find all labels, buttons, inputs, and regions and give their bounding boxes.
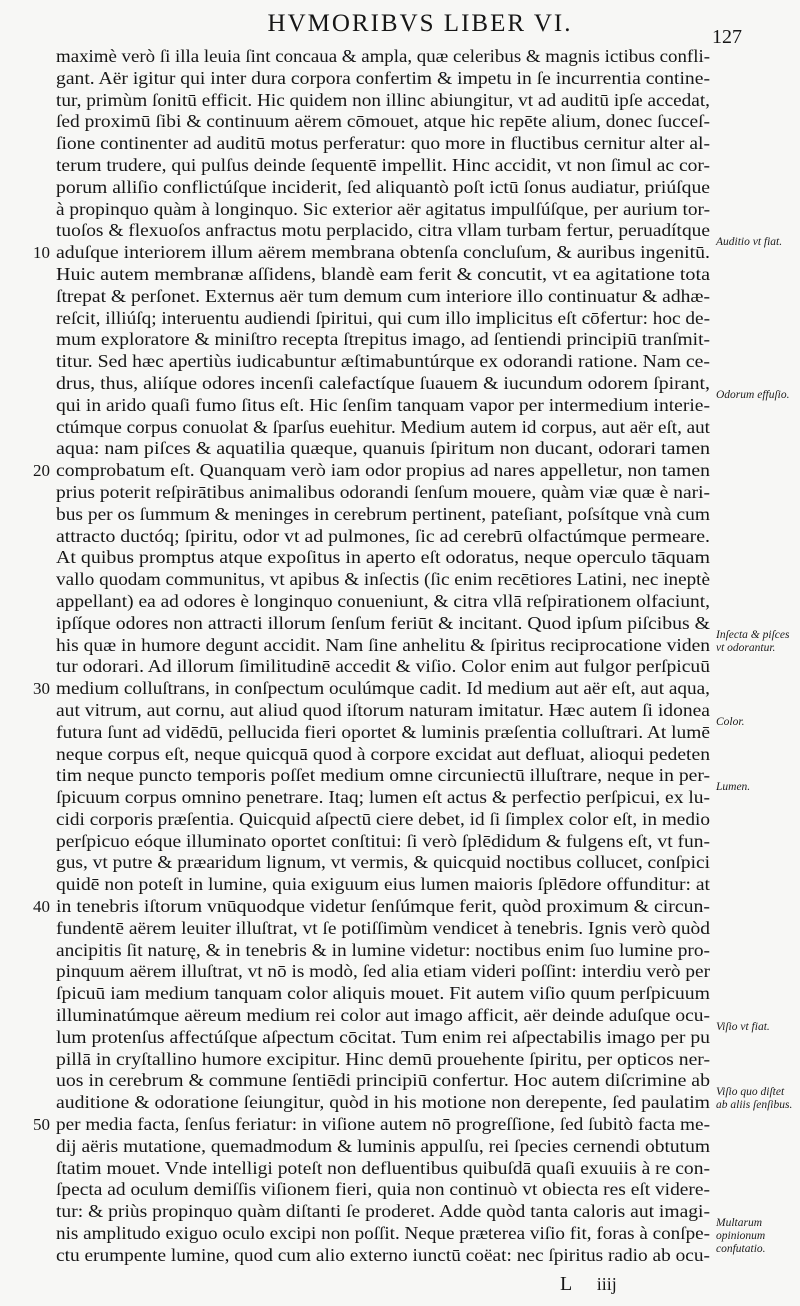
text-line — [56, 613, 710, 635]
line-text: his quæ in humore degunt accidit. Nam ſine anhelitu & ſpiritus reciprocatione viden — [56, 634, 710, 655]
line-number: 30 — [33, 679, 50, 699]
text-line — [56, 90, 710, 112]
leaf-number: iiij — [596, 1274, 617, 1294]
line-text: appellant) ea ad odores è longinquo conueniunt, & citra vllā reſpirationem olfaciunt, — [56, 590, 710, 611]
text-line — [33, 896, 710, 918]
text-line — [33, 1114, 711, 1136]
line-text: perſpicuo eóque illuminato oportet conſtitui: ſi verò ſplēdidum & fulgens eſt, vt fun- — [56, 830, 710, 851]
text-line — [56, 526, 710, 548]
line-text: ſione continenter ad auditū motus perferatur: quo more in fluctibus cernitur alter al- — [56, 133, 710, 154]
line-text: comprobatum eſt. Quanquam verò iam odor propius ad nares appelletur, non tamen — [56, 460, 711, 481]
margin-note: Viſio vt fiat. — [716, 1021, 770, 1033]
text-line — [56, 220, 710, 242]
line-number: 10 — [33, 243, 50, 263]
line-number: 50 — [33, 1115, 50, 1135]
line-text: vallo quodam communitus, vt apibus & inſectis (ſic enim recētiores Latini, nec ineptè — [56, 569, 710, 590]
line-text: dij aëris mutatione, quemadmodum & luminis appulſu, rei ſpecies cernendi obtutum — [56, 1135, 710, 1156]
text-line — [56, 1201, 710, 1223]
line-text: medium colluſtrans, in conſpectum oculúmque cadit. Id medium aut aër eſt, aut aqua, — [56, 678, 711, 699]
text-line — [33, 460, 711, 482]
line-text: pillā in cryſtallino humore excipitur. Hinc demū prouehente ſpiritu, per opticos ner- — [56, 1048, 710, 1069]
text-line — [56, 1070, 710, 1092]
line-text: tur: & priùs propinquo quàm diſtanti ſe proderet. Adde quòd tanta caloris aut imagi- — [56, 1201, 710, 1222]
line-text: drus, thus, aliíque odores incenſi calefactíque ſuauem & iucundum odorem ſpirant, — [56, 372, 710, 393]
text-line — [56, 787, 710, 809]
line-text: ſtatim mouet. Vnde intelligi poteſt non defluentibus quibuſdā quaſi exuuiis à re con- — [56, 1157, 710, 1178]
line-text: ſpecta ad oculum demiſſis viſionem fieri, quia non continuò vt obiecta res eſt videre- — [56, 1179, 710, 1200]
line-text: qui in arido quaſi fumo ſitus eſt. Hic ſenſim tanquam vapor per intermedium interie- — [56, 394, 711, 415]
text-line — [56, 635, 710, 657]
line-text: ſpicuū iam medium tanquam color aliquis mouet. Fit autem viſio quum perſpicuum — [56, 983, 710, 1004]
line-text: futura ſunt ad vidēdū, pellucida fieri oportet & luminis præſentia colluſtrari. At lumē — [56, 721, 710, 742]
margin-note: Color. — [716, 715, 745, 728]
line-text: neque corpus eſt, neque quicquā quod à corpore excidat aut defluat, alioqui pedeten — [56, 743, 711, 764]
text-line — [56, 656, 710, 678]
line-text: aut vitrum, aut cornu, aut aliud quod iſtorum naturam imitatur. Hæc autem ſi idonea — [56, 699, 710, 720]
line-text: à propinquo quàm à longinquo. Sic exterior aër agitatus impulſúſque, per aurium tor- — [56, 198, 710, 219]
line-text: tur, primùm ſonitū efficit. Hic quidem non illinc abiungitur, vt ad auditū ipſe accedat, — [56, 89, 710, 110]
text-line — [56, 983, 710, 1005]
line-text: pinquum aërem illuſtrat, vt nō is modò, ſed alia etiam videri poſſint: interdiu verò per — [56, 961, 710, 982]
line-text: per media facta, ſenſus feriatur: in viſione autem nō progreſſione, ſed ſubitò facta me- — [56, 1114, 711, 1135]
text-line — [56, 1223, 710, 1245]
line-text: mum exploratore & miniſtro recepta ſtrepitus imago, ad ſentiendi principiū tranſmit- — [56, 329, 710, 350]
line-text: cidi corporis præſentia. Quicquid aſpectū ciere debet, id ſi ſimplex color eſt, in medio — [56, 808, 710, 829]
line-text: lum protenſus affectúſque aſpectum cōcitat. Tum enim rei aſpectabilis imago per pu — [56, 1026, 710, 1047]
text-line — [56, 1158, 710, 1180]
line-text: porum alliſio conflictúſque inciderit, ſed aliquantò poſt ictū ſonus audiatur, priúſque — [56, 176, 710, 197]
line-text: quidē non poteſt in lumine, quia exiguum eius lumen maioris ſplēdore offunditur: at — [56, 874, 710, 895]
text-line — [56, 1092, 710, 1114]
text-line — [56, 700, 710, 722]
text-line — [56, 504, 710, 526]
line-number: 40 — [33, 897, 50, 917]
line-text: gant. Aër igitur qui inter dura corpora confertim & impetu in ſe incurrentia contine- — [56, 67, 710, 88]
text-line — [56, 1027, 710, 1049]
text-line — [56, 1049, 710, 1071]
margin-note: Multarum opinionum confutatio. — [716, 1217, 766, 1256]
line-text: ſpicuum corpus omnino penetrare. Itaq; lumen eſt actus & perfectio perſpicui, ex lu- — [56, 787, 710, 808]
line-text: in tenebris iſtorum vnūquodque videtur ſenſúmque ferit, quòd proximum & circun- — [56, 896, 710, 917]
line-text: nis amplitudo exiguo oculo excipi non poſſit. Neque præterea viſio fit, foras à conſpe- — [56, 1223, 710, 1244]
line-text: fundentē aërem leuiter illuſtrat, vt ſe potiſſimùm vendicet à tenebris. Ignis verò quòd — [56, 917, 710, 938]
text-line — [56, 351, 710, 373]
text-line — [56, 395, 710, 417]
text-line — [56, 177, 710, 199]
text-line — [33, 242, 710, 264]
line-text: At quibus promptus atque expoſitus in aperto eſt odoratus, neque operculo tāquam — [56, 547, 710, 568]
main-text — [33, 46, 711, 1267]
margin-note: Viſio quo diſtet ab aliis ſenſibus. — [716, 1086, 793, 1112]
line-text: tur odorari. Ad illorum ſimilitudinē accedit & viſio. Color enim aut fulgor perſpicuū — [56, 656, 710, 677]
text-line — [56, 852, 710, 874]
text-line — [56, 438, 710, 460]
line-text: bus per os ſummum & meninges in cerebrum pertinent, pateſiant, poſsítque vnà cum — [56, 503, 710, 524]
line-text: ancipitis ſit naturę, & in tenebris & in lumine videtur: noctibus enim ſuo lumine pro- — [56, 939, 710, 960]
line-text: tuoſos & flexuoſos anfractus motu perplacido, citra vllam turbam fertur, peruadítque — [56, 220, 710, 241]
margin-note: Lumen. — [716, 781, 751, 794]
text-line — [56, 1245, 710, 1267]
line-text: aduſque interiorem illum aërem membrana obtenſa concluſum, & auribus ingenitū. — [56, 242, 710, 263]
text-line — [56, 482, 710, 504]
margin-note: Inſecta & piſces vt odorantur. — [716, 628, 790, 654]
text-line — [56, 591, 710, 613]
text-line — [56, 765, 710, 787]
text-line — [56, 961, 710, 983]
margin-note: Auditio vt fiat. — [716, 236, 783, 249]
text-line — [56, 133, 710, 155]
text-line — [56, 874, 710, 896]
line-number: 20 — [33, 461, 50, 481]
text-line — [56, 744, 710, 766]
text-line — [33, 678, 711, 700]
line-text: maximè verò ſi illa leuia ſint concaua & ampla, quæ celeribus & magnis ictibus confli- — [56, 46, 710, 66]
line-text: illuminatúmque aëreum medium rei color aut imago afficit, aër deinde aduſque ocu- — [56, 1005, 710, 1026]
text-line — [56, 329, 710, 351]
line-text: gus, vt putre & præaridum lignum, vt vermis, & quicquid noctibus collucet, conſpici — [56, 852, 710, 873]
line-text: ipſíque odores non attracti illorum ſenſum feriūt & incitant. Quod ipſum piſcibus & — [56, 612, 710, 633]
text-line — [56, 831, 710, 853]
line-text: ctúmque corpus conuolat & ſparſus euehitur. Medium autem id corpus, aut aër eſt, aut — [56, 416, 710, 437]
text-line — [56, 308, 710, 330]
running-head: HVMORIBVS LIBER VI. — [267, 10, 573, 37]
text-line — [56, 417, 710, 439]
text-line — [56, 264, 710, 286]
line-text: tim neque puncto temporis poſſet medium omne circuniectū illuſtrare, neque in per- — [56, 765, 710, 786]
text-line — [56, 547, 710, 569]
line-text: aqua: nam piſces & aquatilia quæque, quanuis ſpiritum non ducant, odorari tamen — [56, 438, 710, 459]
text-line — [56, 569, 710, 591]
line-text: prius poterit reſpirātibus animalibus odorandi ſenſum mouere, quàm viæ quæ è nari- — [56, 481, 710, 502]
line-text: titur. Sed hæc apertiùs iudicabuntur æſtimabuntúrque ex odorandi ratione. Nam ce- — [56, 351, 710, 372]
text-line — [56, 46, 710, 68]
text-line — [56, 918, 710, 940]
text-line — [56, 68, 710, 90]
line-text: ſtrepat & perſonet. Externus aër tum demum cum interiore illo continuatur & adhæ- — [56, 285, 710, 306]
page-number: 127 — [712, 26, 742, 48]
text-line — [56, 286, 710, 308]
text-line — [56, 373, 710, 395]
text-line — [56, 111, 710, 133]
text-line — [56, 722, 710, 744]
line-text: reſcit, illiúſq; interuentu audiendi ſpiritui, qui cum illo implicitus eſt cōfertur: hoc de- — [56, 307, 710, 328]
line-text: attracto ductóq; ſpiritu, odor vt ad pulmones, ſic ad cerebrū olfactúmque permeare. — [56, 525, 710, 546]
line-text: Huic autem membranæ aſſidens, blandè eam ferit & concutit, vt ea agitatione tota — [56, 263, 710, 284]
text-line — [56, 1179, 710, 1201]
text-line — [56, 1005, 710, 1027]
line-text: ſed proximū ſibi & continuum aërem cōmouet, atque hic repēte alium, donec ſucceſ- — [56, 111, 711, 132]
text-line — [56, 809, 710, 831]
line-text: terum trudere, qui pulſus deinde ſequentē impellit. Hinc accidit, vt non ſimul ac cor- — [56, 154, 711, 175]
text-line — [56, 199, 710, 221]
text-line — [56, 155, 710, 177]
line-text: uos in cerebrum & commune ſentiēdi principiū confertur. Hoc autem diſcrimine ab — [56, 1070, 710, 1091]
signature-mark: L — [560, 1273, 573, 1295]
footer — [560, 1273, 617, 1296]
margin-note: Odorum effuſio. — [716, 388, 790, 401]
line-text: auditione & odoratione ſeiungitur, quòd in his motione non derepente, ſed paulatim — [56, 1092, 710, 1113]
text-line — [56, 1136, 710, 1158]
line-text: ctu erumpente lumine, quod cum alio externo iunctū coëat: nec ſpiritus radio ab ocu- — [56, 1244, 710, 1265]
text-line — [56, 940, 710, 962]
